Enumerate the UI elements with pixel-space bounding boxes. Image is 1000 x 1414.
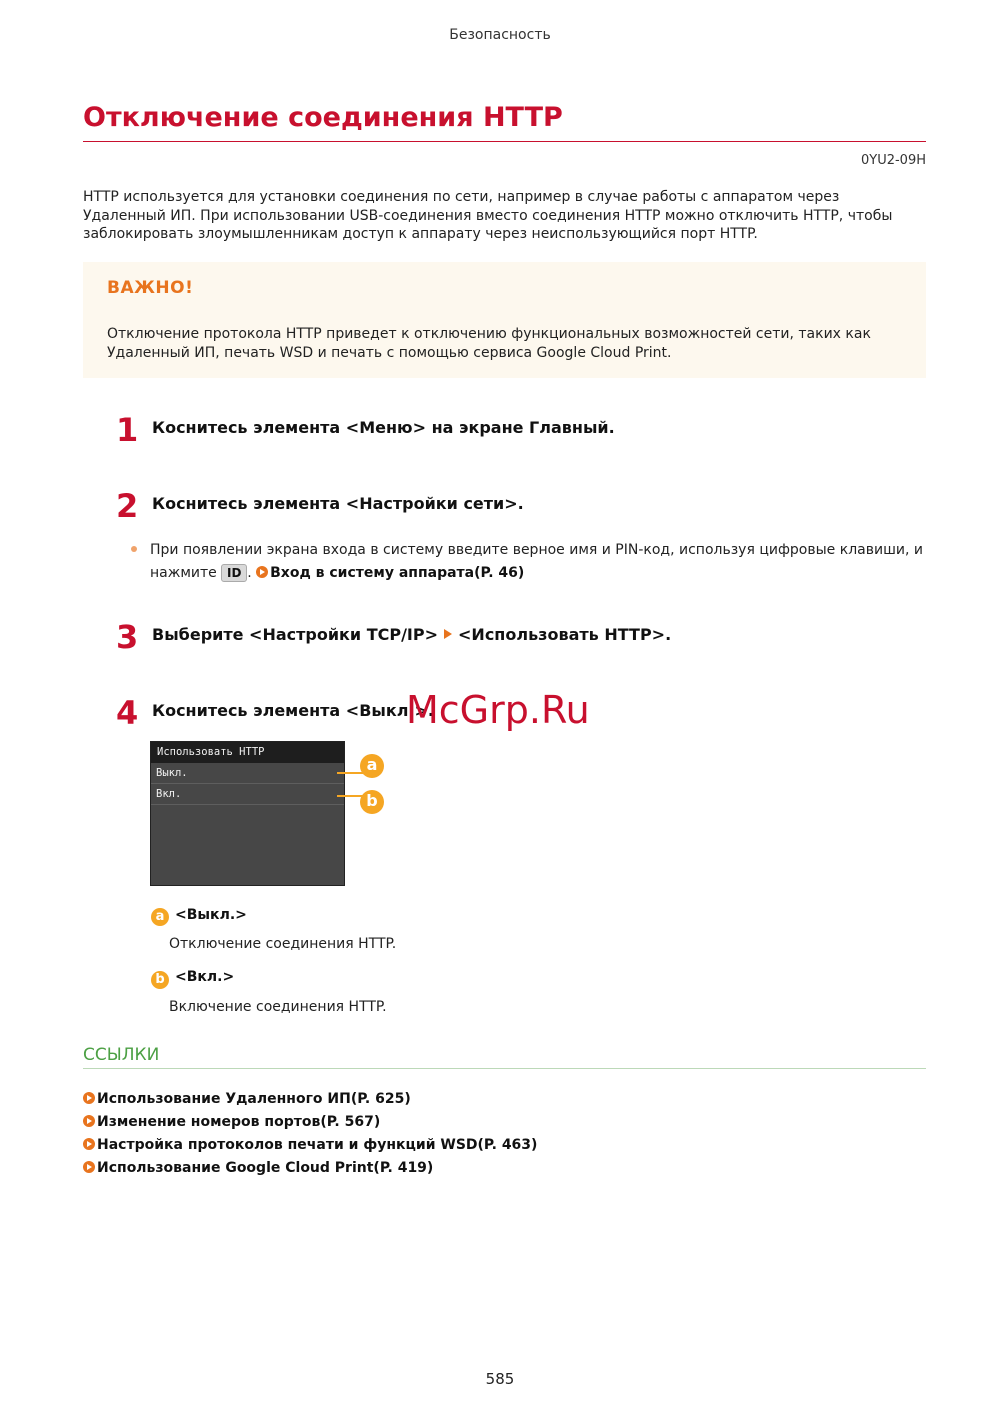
definition-desc-on: Включение соединения HTTP. xyxy=(169,999,387,1015)
step-2-number: 2 xyxy=(116,487,139,525)
screen-header: Использовать HTTP xyxy=(151,742,344,763)
step-1-text: Коснитесь элемента <Меню> на экране Главный. xyxy=(152,418,615,437)
orange-circle-arrow-icon xyxy=(83,1115,95,1127)
callout-badge-a: a xyxy=(360,754,384,778)
step-3-number: 3 xyxy=(116,618,139,656)
page-number: 585 xyxy=(485,1370,515,1388)
important-notice xyxy=(83,262,926,378)
intro-paragraph: HTTP используется для установки соединения по сети, например в случае работы с аппаратом через Удаленный ИП. При использовании USB-соединения вместо соединения HTTP можно отключить HTTP, чтобы заблокировать злоумышленникам доступ к аппарату через неиспользующийся порт HTTP. xyxy=(83,189,893,242)
screen-item-on[interactable]: Вкл. xyxy=(151,784,344,805)
callout-badge-b: b xyxy=(360,790,384,814)
note-separator: . xyxy=(247,565,252,581)
running-header: Безопасность xyxy=(449,27,551,43)
step-3-text-a: Выберите <Настройки TCP/IP> xyxy=(152,625,439,644)
orange-circle-arrow-icon xyxy=(83,1138,95,1150)
step-2-note-text: При появлении экрана входа в систему введите верное имя и PIN-код, используя цифровые клавиши, и нажмите xyxy=(150,542,923,581)
step-1-number: 1 xyxy=(116,411,139,449)
step-2-text: Коснитесь элемента <Настройки сети>. xyxy=(152,494,524,513)
bullet-icon xyxy=(131,546,137,552)
callout-line-a xyxy=(337,772,363,774)
callout-line-b xyxy=(337,795,363,797)
watermark: McGrp.Ru xyxy=(406,688,590,732)
reference-link-cloud-print[interactable]: Использование Google Cloud Print(P. 419) xyxy=(83,1160,433,1176)
step-4-text: Коснитесь элемента <Выкл.>. xyxy=(152,701,435,720)
orange-circle-arrow-icon xyxy=(256,566,268,578)
step-3-text xyxy=(152,625,671,645)
orange-triangle-icon xyxy=(444,629,452,639)
step-2-note xyxy=(150,539,930,585)
links-section-title: ССЫЛКИ xyxy=(83,1045,160,1065)
definition-badge-a: a xyxy=(151,908,169,926)
reference-link-remote-ui[interactable]: Использование Удаленного ИП(P. 625) xyxy=(83,1091,411,1107)
document-code: 0YU2-09H xyxy=(860,153,926,168)
links-divider xyxy=(83,1068,926,1069)
definition-badge-b: b xyxy=(151,971,169,989)
step-4-number: 4 xyxy=(116,694,139,732)
page-title: Отключение соединения HTTP xyxy=(83,102,563,133)
definition-desc-off: Отключение соединения HTTP. xyxy=(169,936,397,952)
definition-term-off: <Выкл.> xyxy=(175,907,247,923)
reference-link-wsd[interactable]: Настройка протоколов печати и функций WSD(P. 463) xyxy=(83,1137,537,1153)
reference-link-ports[interactable]: Изменение номеров портов(P. 567) xyxy=(83,1114,380,1130)
orange-circle-arrow-icon xyxy=(83,1092,95,1104)
orange-circle-arrow-icon xyxy=(83,1161,95,1173)
id-key-icon: ID xyxy=(221,564,247,582)
definition-term-on: <Вкл.> xyxy=(175,969,235,985)
important-title: ВАЖНО! xyxy=(107,278,194,298)
step-3-text-b: <Использовать HTTP>. xyxy=(458,625,672,644)
device-screen xyxy=(150,741,345,886)
important-text: Отключение протокола HTTP приведет к отключению функциональных возможностей сети, таких как Удаленный ИП, печать WSD и печать с помощью сервиса Google Cloud Print. xyxy=(107,326,871,361)
login-link[interactable]: Вход в систему аппарата(P. 46) xyxy=(270,565,525,581)
screen-item-off[interactable]: Выкл. xyxy=(151,763,344,784)
title-divider xyxy=(83,141,926,142)
